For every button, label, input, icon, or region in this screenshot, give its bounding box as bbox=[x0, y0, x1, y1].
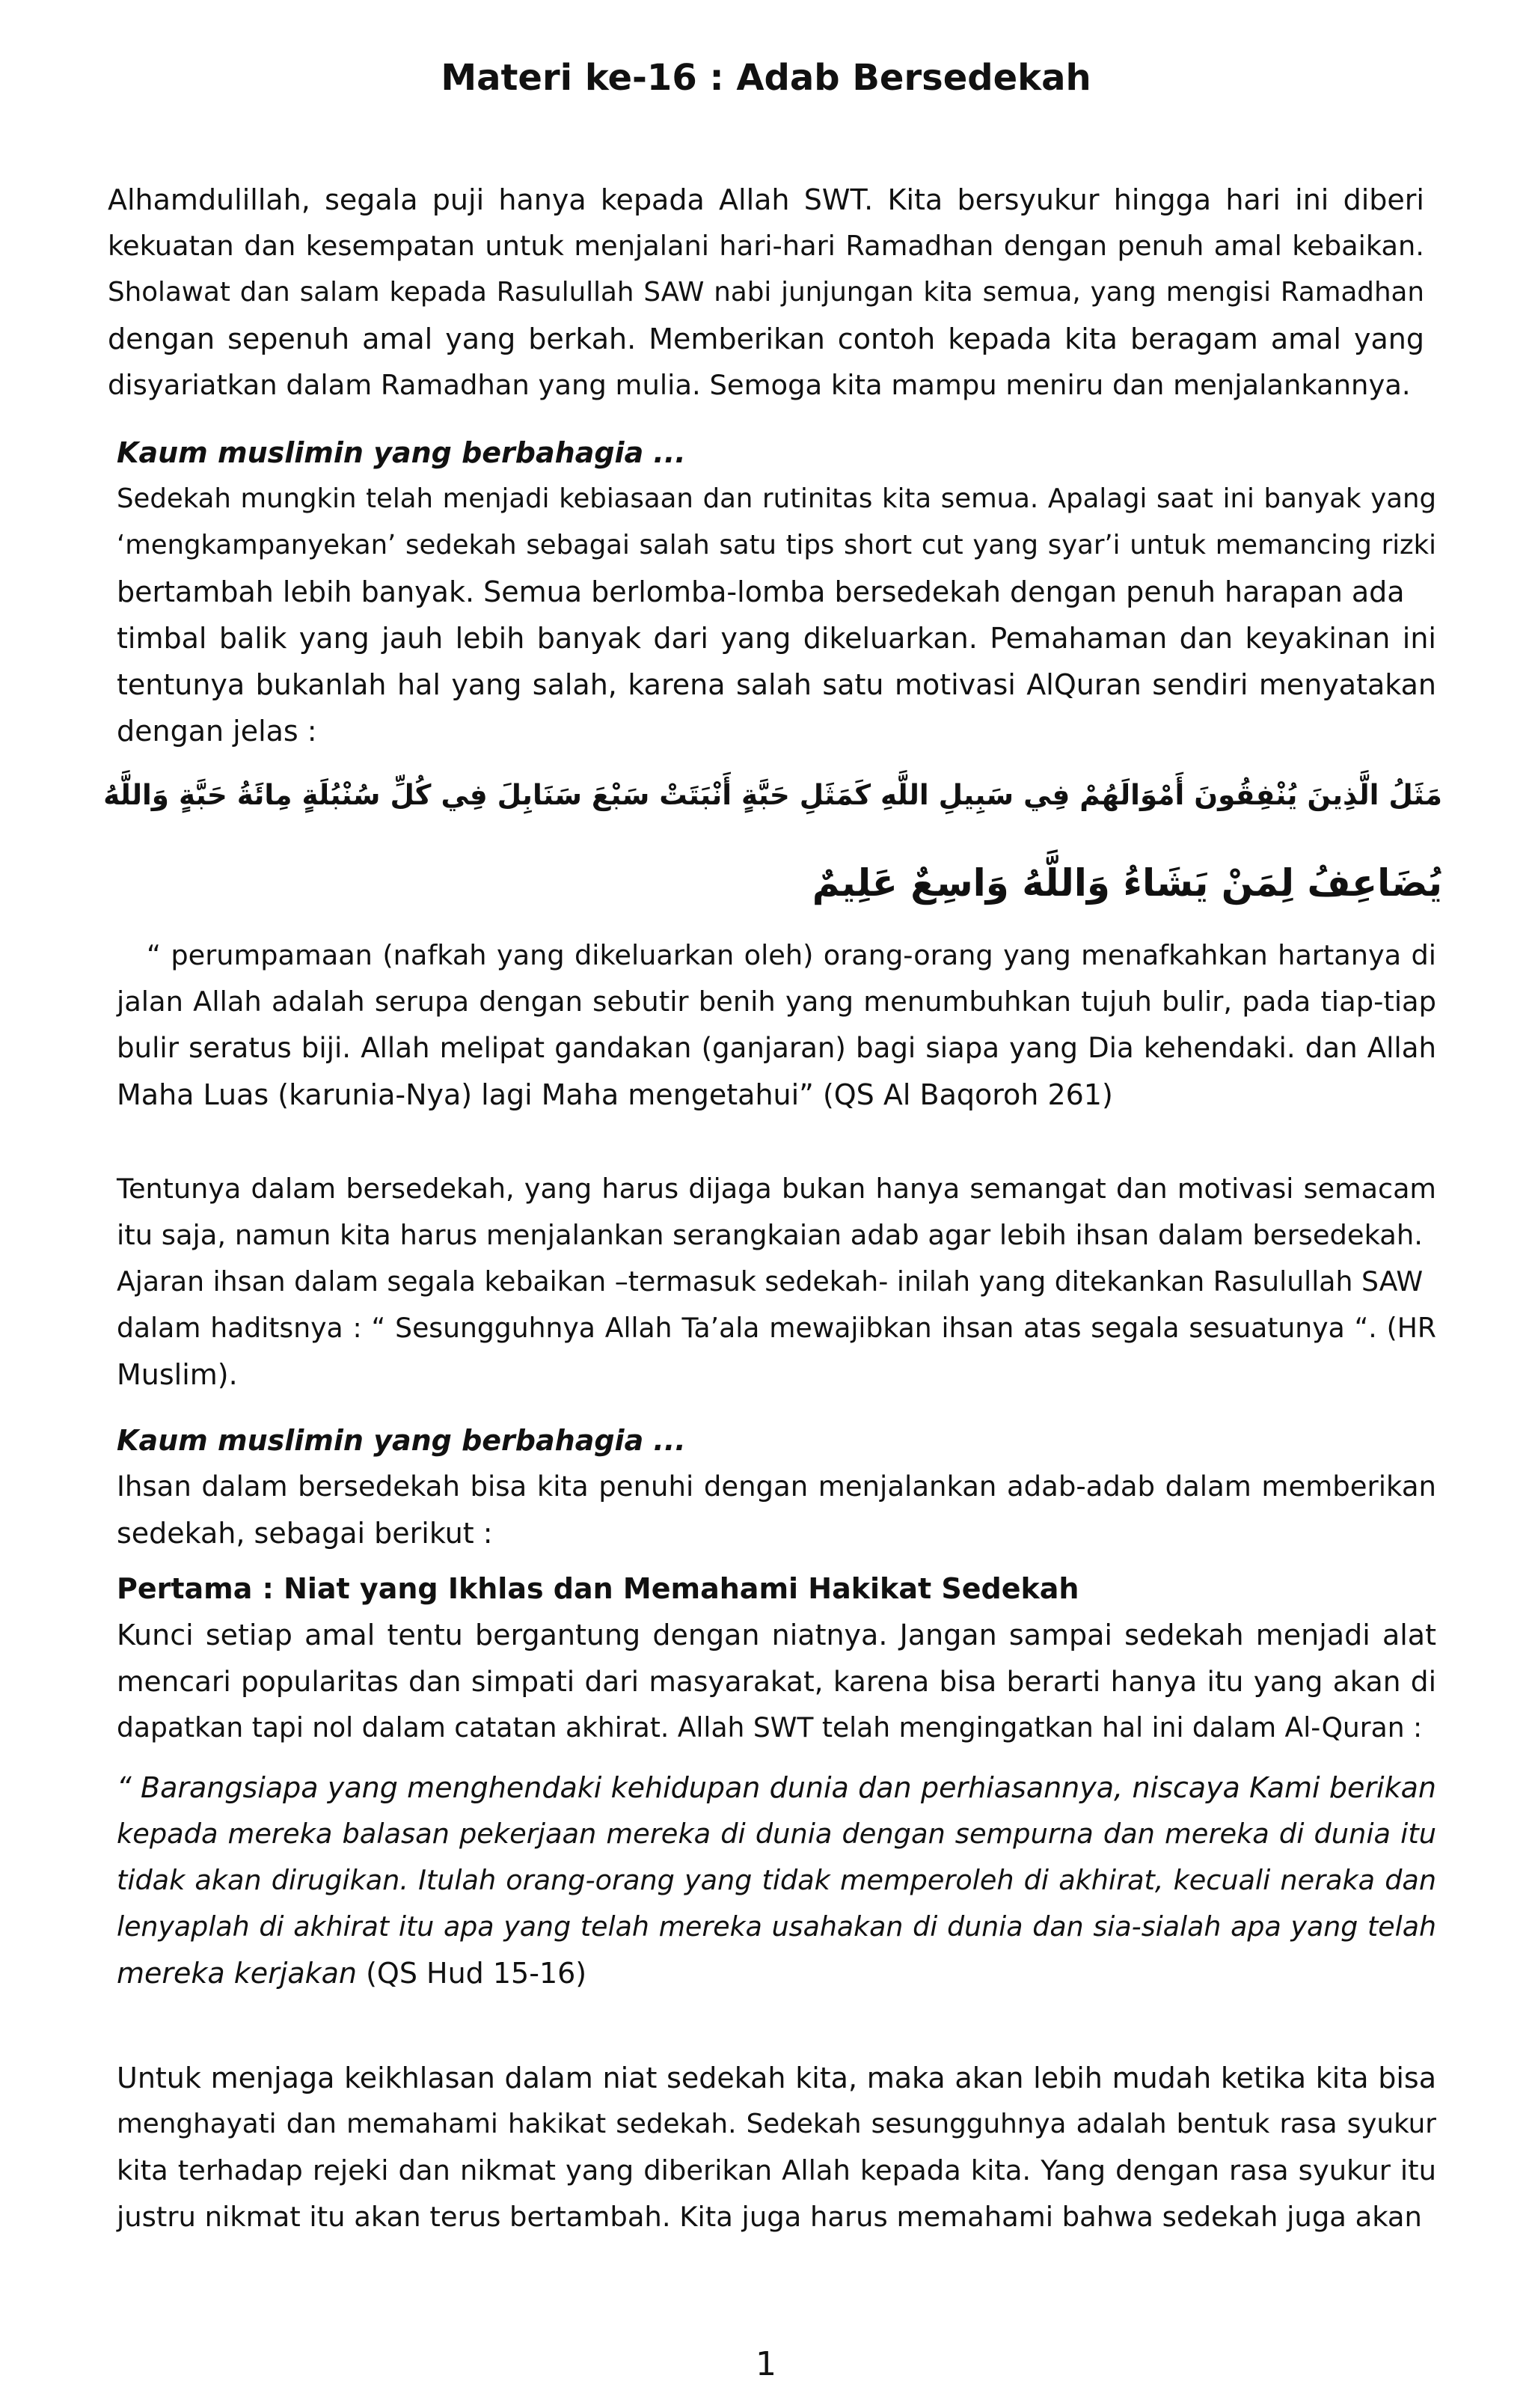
text-line: Sholawat dan salam kepada Rasulullah SAW nabi junjungan kita semua, yang mengisi Ramadhan bbox=[108, 277, 1424, 308]
text-line: sedekah, sebagai berikut : bbox=[117, 1517, 493, 1550]
text-line: justru nikmat itu akan terus bertambah. Kita juga harus memahami bahwa sedekah juga akan bbox=[117, 2201, 1422, 2233]
hud-quote bbox=[117, 1764, 1436, 1996]
text-line: Sedekah mungkin telah menjadi kebiasaan dan rutinitas kita semua. Apalagi saat ini banyak yang bbox=[117, 483, 1436, 514]
text-line: dalam haditsnya : “ Sesungguhnya Allah Ta’ala mewajibkan ihsan atas segala sesuatunya “. (HR bbox=[117, 1312, 1436, 1344]
text-line: Ajaran ihsan dalam segala kebaikan –termasuk sedekah- inilah yang ditekankan Rasulullah SAW bbox=[117, 1265, 1424, 1298]
text-line: mencari popularitas dan simpati dari masyarakat, karena bisa berarti hanya itu yang akan di bbox=[117, 1665, 1436, 1698]
text-line: “ Barangsiapa yang menghendaki kehidupan dunia dan perhiasannya, niscaya Kami berikan bbox=[117, 1771, 1436, 1804]
sedekah-paragraph bbox=[117, 476, 1436, 754]
translation-paragraph bbox=[117, 932, 1436, 1118]
text-line: Tentunya dalam bersedekah, yang harus dijaga bukan hanya semangat dan motivasi semacam bbox=[117, 1173, 1436, 1205]
section-heading: Pertama : Niat yang Ikhlas dan Memahami Hakikat Sedekah bbox=[117, 1572, 1079, 1605]
text-line: Kunci setiap amal tentu bergantung dengan niatnya. Jangan sampai sedekah menjadi alat bbox=[117, 1619, 1436, 1651]
text-line: Alhamdulillah, segala puji hanya kepada Allah SWT. Kita bersyukur hingga hari ini diberi bbox=[108, 183, 1424, 216]
text-line bbox=[117, 1950, 1436, 1996]
text-line: lenyaplah di akhirat itu apa yang telah mereka usahakan di dunia dan sia-sialah apa yang telah bbox=[117, 1910, 1436, 1943]
niat-paragraph bbox=[117, 1612, 1436, 1751]
text-line: kita terhadap rejeki dan nikmat yang diberikan Allah kepada kita. Yang dengan rasa syukur itu bbox=[117, 2154, 1436, 2187]
text-line: dapatkan tapi nol dalam catatan akhirat. Allah SWT telah mengingatkan hal ini dalam Al-Quran : bbox=[117, 1712, 1423, 1744]
text-line: kepada mereka balasan pekerjaan mereka di dunia dengan sempurna dan mereka di dunia itu bbox=[117, 1818, 1436, 1850]
quote-source: (QS Hud 15-16) bbox=[357, 1957, 587, 1990]
text-line: Maha Luas (karunia-Nya) lagi Maha mengetahui” (QS Al Baqoroh 261) bbox=[117, 1078, 1113, 1111]
text-line: dengan sepenuh amal yang berkah. Memberikan contoh kepada kita beragam amal yang bbox=[108, 323, 1424, 355]
syukur-paragraph bbox=[117, 2055, 1436, 2240]
text-line: Muslim). bbox=[117, 1358, 238, 1391]
text-line: bertambah lebih banyak. Semua berlomba-lomba bersedekah dengan penuh harapan ada bbox=[117, 575, 1405, 608]
text-line: Untuk menjaga keikhlasan dalam niat sedekah kita, maka akan lebih mudah ketika kita bisa bbox=[117, 2062, 1436, 2094]
text-line: itu saja, namun kita harus menjalankan serangkaian adab agar lebih ihsan dalam bersedekah. bbox=[117, 1219, 1423, 1251]
text-line: ‘mengkampanyekan’ sedekah sebagai salah satu tips short cut yang syar’i untuk memancing rizki bbox=[117, 530, 1436, 560]
text-line: kekuatan dan kesempatan untuk menjalani hari-hari Ramadhan dengan penuh amal kebaikan. bbox=[108, 230, 1424, 262]
text-line: menghayati dan memahami hakikat sedekah. Sedekah sesungguhnya adalah bentuk rasa syukur bbox=[117, 2109, 1436, 2139]
text-line: Ihsan dalam bersedekah bisa kita penuhi dengan menjalankan adab-adab dalam memberikan bbox=[117, 1470, 1436, 1503]
text-line: bulir seratus biji. Allah melipat gandakan (ganjaran) bagi siapa yang Dia kehendaki. dan Allah bbox=[117, 1032, 1436, 1064]
ihsan-paragraph bbox=[117, 1166, 1436, 1398]
arabic-verse-line: يُضَاعِفُ لِمَنْ يَشَاءُ وَاللَّهُ وَاسِعٌ عَلِيمٌ bbox=[812, 861, 1442, 905]
greeting-heading: Kaum muslimin yang berbahagia ... bbox=[117, 436, 686, 469]
text-line: tentunya bukanlah hal yang salah, karena salah satu motivasi AlQuran sendiri menyatakan bbox=[117, 668, 1436, 701]
arabic-verse-line: مَثَلُ الَّذِينَ يُنْفِقُونَ أَمْوَالَهُمْ فِي سَبِيلِ اللَّهِ كَمَثَلِ حَبَّةٍ أَنْبَتَتْ سَبْعَ سَنَابِلَ فِي كُلِّ سُنْبُلَةٍ مِائَةُ حَبَّةٍ وَاللَّهُ bbox=[103, 778, 1442, 811]
page-title: Materi ke-16 : Adab Bersedekah bbox=[441, 57, 1091, 99]
text-line: tidak akan dirugikan. Itulah orang-orang yang tidak memperoleh di akhirat, kecuali neraka dan bbox=[117, 1864, 1436, 1896]
text-line: dengan jelas : bbox=[117, 715, 317, 748]
greeting-heading: Kaum muslimin yang berbahagia ... bbox=[117, 1424, 686, 1457]
page-number: 1 bbox=[756, 2345, 776, 2383]
text-line: disyariatkan dalam Ramadhan yang mulia. Semoga kita mampu meniru dan menjalankannya. bbox=[108, 369, 1411, 401]
adab-paragraph bbox=[117, 1464, 1436, 1556]
intro-paragraph bbox=[108, 177, 1424, 409]
quote-italic-end: mereka kerjakan bbox=[117, 1957, 357, 1990]
text-line: “ perumpamaan (nafkah yang dikeluarkan oleh) orang-orang yang menafkahkan hartanya di bbox=[147, 939, 1436, 971]
text-line: timbal balik yang jauh lebih banyak dari yang dikeluarkan. Pemahaman dan keyakinan ini bbox=[117, 622, 1436, 655]
text-line: jalan Allah adalah serupa dengan sebutir benih yang menumbuhkan tujuh bulir, pada tiap-tiap bbox=[117, 985, 1436, 1018]
